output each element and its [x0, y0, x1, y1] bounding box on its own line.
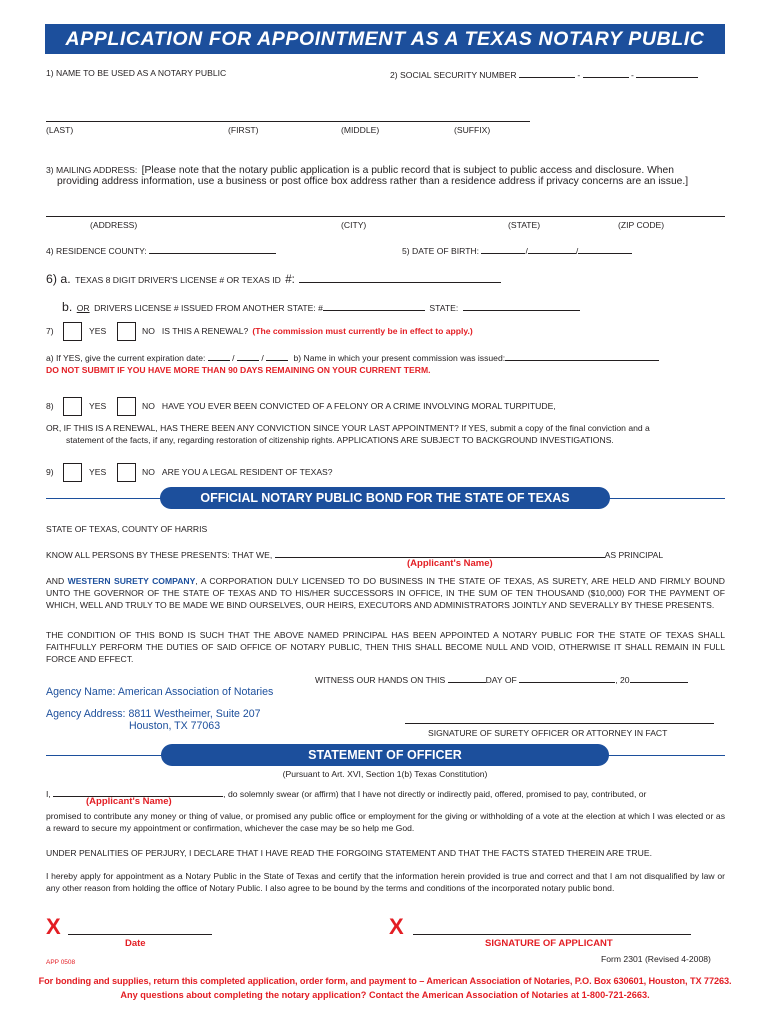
- q7-yes-checkbox[interactable]: [63, 322, 82, 341]
- q9-text: ARE YOU A LEGAL RESIDENT OF TEXAS?: [161, 467, 333, 477]
- address-input-line[interactable]: [46, 216, 725, 217]
- principal-name-input[interactable]: [275, 548, 605, 558]
- date-x-mark: X: [46, 914, 61, 939]
- q6b-row: [62, 298, 580, 316]
- app-code: APP 0508: [46, 959, 76, 966]
- q6b-letter: b.: [62, 300, 73, 314]
- witness-month-input[interactable]: [519, 673, 615, 683]
- ssn-part-2[interactable]: [583, 68, 629, 78]
- q7-warning: (The commission must currently be in effect to apply.): [252, 326, 473, 336]
- q9-yes-checkbox[interactable]: [63, 463, 82, 482]
- name-middle-label: (MIDDLE): [341, 125, 380, 135]
- surety-signature-label: SIGNATURE OF SURETY OFFICER OR ATTORNEY IN FACT: [428, 728, 668, 738]
- agency-address-1: Agency Address: 8811 Westheimer, Suite 207: [46, 708, 261, 720]
- q8-row: [46, 397, 556, 416]
- q6a-row: [46, 270, 501, 288]
- q7b-text: b) Name in which your present commission was issued:: [293, 353, 506, 363]
- city-label: (CITY): [341, 220, 367, 230]
- q7-no-checkbox[interactable]: [117, 322, 136, 341]
- q3-label: 3) MAILING ADDRESS:: [46, 165, 138, 175]
- date-signature-line[interactable]: [68, 934, 212, 935]
- form-number: Form 2301 (Revised 4-2008): [601, 954, 711, 964]
- q1-label: 1) NAME TO BE USED AS A NOTARY PUBLIC: [46, 68, 227, 78]
- bond-and: AND: [46, 576, 65, 586]
- bond-para1-rest: , A CORPORATION DULY LICENSED TO DO BUSINESS IN THE STATE OF TEXAS, AS SURETY, ARE HELD AND FIRMLY BOUND UNTO THE GOVERNOR OF THE STATE OF TEXAS AND TO HIS/HER SUCCESSORS IN OFFICE, IN THE SUM OF TEN THOUSAND ($10,000) FOR THE PAYMENT OF WHICH, WELL AND TRULY TO BE MADE WE BIND OURSELVES, OUR HEIRS, EXECUTORS AND ADMINISTRATORS JOINTLY AND SEVERALLY BY THESE PRESENTS.: [46, 576, 725, 610]
- q6a-hash: #:: [285, 274, 295, 286]
- q7-number: 7): [46, 326, 54, 336]
- q6b-state-label: STATE:: [429, 303, 459, 313]
- agency-address-2: Houston, TX 77063: [129, 720, 221, 732]
- form-title: APPLICATION FOR APPOINTMENT AS A TEXAS NOTARY PUBLIC: [65, 28, 705, 50]
- q6a-text: TEXAS 8 DIGIT DRIVER'S LICENSE # OR TEXAS ID: [75, 275, 281, 285]
- applicant-signature-label: SIGNATURE OF APPLICANT: [485, 938, 613, 949]
- dob-year-input[interactable]: [578, 244, 632, 254]
- q8-text: HAVE YOU EVER BEEN CONVICTED OF A FELONY OR A CRIME INVOLVING MORAL TURPITUDE,: [161, 401, 556, 411]
- q6b-text: DRIVERS LICENSE # ISSUED FROM ANOTHER STATE: #: [94, 303, 323, 313]
- q7a-row: a) If YES, give the current expiration date: / / b) Name in which your present commission was issued:: [46, 351, 659, 364]
- q6b-or: OR: [76, 303, 90, 313]
- bond-county: STATE OF TEXAS, COUNTY OF HARRIS: [46, 524, 208, 534]
- q7a-text: a) If YES, give the current expiration date:: [46, 353, 206, 363]
- applicant-x-mark: X: [389, 914, 404, 939]
- q4-residence-county: [46, 244, 276, 257]
- date-label: Date: [125, 938, 146, 949]
- witness-text-b: DAY OF: [485, 675, 517, 685]
- officer-heading: [161, 744, 609, 766]
- name-first-label: (FIRST): [228, 125, 259, 135]
- q2-label: 2) SOCIAL SECURITY NUMBER - -: [390, 68, 698, 81]
- officer-heading-text: STATEMENT OF OFFICER: [308, 748, 462, 762]
- form-title-banner: [45, 24, 725, 54]
- ssn-part-3[interactable]: [636, 68, 698, 78]
- dob-month-input[interactable]: [481, 244, 525, 254]
- officer-swear-text: , do solemnly swear (or affirm) that I have not directly or indirectly paid, offered, promised to pay, contributed, or: [223, 789, 647, 799]
- witness-row: [315, 673, 688, 686]
- officer-subheading: (Pursuant to Art. XVI, Section 1(b) Texas Constitution): [282, 769, 488, 779]
- officer-i: I,: [46, 789, 51, 799]
- witness-day-input[interactable]: [448, 673, 486, 683]
- q8-no-checkbox[interactable]: [117, 397, 136, 416]
- q9-number: 9): [46, 467, 54, 477]
- q4-label: 4) RESIDENCE COUNTY:: [46, 246, 147, 256]
- bond-paragraph-1: [46, 575, 725, 611]
- surety-signature-line[interactable]: [405, 723, 714, 724]
- applicant-signature-line[interactable]: [413, 934, 691, 935]
- footer-line-2: Any questions about completing the notary application? Contact the American Association of Notaries at 1-800-721-2663.: [120, 990, 650, 1000]
- other-state-license-input[interactable]: [323, 301, 425, 311]
- bond-know-row: [46, 548, 663, 561]
- surety-company: WESTERN SURETY COMPANY: [67, 576, 196, 586]
- bond-heading: [160, 487, 610, 509]
- bond-know-text: KNOW ALL PERSONS BY THESE PRESENTS: THAT WE,: [46, 550, 273, 560]
- exp-day-input[interactable]: [237, 351, 259, 361]
- q9-row: [46, 463, 333, 482]
- q8-or-line-2: statement of the facts, if any, regarding restoration of citizenship rights. APPLICATIONS ARE SUBJECT TO BACKGROUND INVESTIGATIONS.: [66, 435, 614, 445]
- dob-day-input[interactable]: [528, 244, 576, 254]
- other-state-input[interactable]: [463, 301, 580, 311]
- county-input[interactable]: [149, 244, 276, 254]
- exp-year-input[interactable]: [266, 351, 288, 361]
- q3-note-2: providing address information, use a business or post office box address rather than a residence address if privacy concerns are an issue.]: [57, 176, 689, 187]
- officer-paragraph: promised to contribute any money or thing of value, or promised any public office or employment for the giving or withholding of a vote at the election at which I was elected or as a reward to secure my appointment or confirmation, whichever the case may be so help me God.: [46, 811, 725, 833]
- name-input-line[interactable]: [46, 121, 530, 122]
- q8-yes-checkbox[interactable]: [63, 397, 82, 416]
- agency-name: Agency Name: American Association of Notaries: [46, 686, 274, 698]
- exp-month-input[interactable]: [208, 351, 230, 361]
- q9-yes-label: YES: [89, 467, 107, 477]
- q5-date-of-birth: 5) DATE OF BIRTH: / /: [402, 244, 632, 257]
- q8-or-line-1: OR, IF THIS IS A RENEWAL, HAS THERE BEEN ANY CONVICTION SINCE YOUR LAST APPOINTMENT? If YES, submit a copy of the final conviction and a: [46, 423, 650, 433]
- name-suffix-label: (SUFFIX): [454, 125, 491, 135]
- bond-principal-text: AS PRINCIPAL: [604, 550, 664, 560]
- q7-no-label: NO: [142, 326, 155, 336]
- q2-text: 2) SOCIAL SECURITY NUMBER: [390, 70, 517, 80]
- witness-text-a: WITNESS OUR HANDS ON THIS: [315, 675, 446, 685]
- commission-name-input[interactable]: [505, 351, 659, 361]
- witness-text-c: , 20: [615, 675, 630, 685]
- bond-paragraph-2: THE CONDITION OF THIS BOND IS SUCH THAT THE ABOVE NAMED PRINCIPAL HAS BEEN APPOINTED A NOTARY PUBLIC FOR THE STATE OF TEXAS SHALL FAITHFULLY PERFORM THE DUTIES OF SAID OFFICE OF NOTARY PUBLIC, THEN THIS SHALL BECOME NULL AND VOID, OTHERWISE IT SHALL REMAIN IN FULL FORCE AND EFFECT.: [46, 630, 725, 664]
- address-label: (ADDRESS): [90, 220, 138, 230]
- q7-red-warning: DO NOT SUBMIT IF YOU HAVE MORE THAN 90 DAYS REMAINING ON YOUR CURRENT TERM.: [46, 365, 431, 375]
- apply-paragraph: I hereby apply for appointment as a Notary Public in the State of Texas and certify that the information herein provided is true and correct and that I am not disqualified by law or any other reason from holding the office of Notary Public. I also agree to be bound by the terms and conditions of the incorporated notary public bond.: [46, 871, 725, 893]
- q8-number: 8): [46, 401, 54, 411]
- ssn-part-1[interactable]: [519, 68, 575, 78]
- footer-line-1: For bonding and supplies, return this completed application, order form, and payment to – American Association of Notaries, P.O. Box 630601, Houston, TX 77263.: [38, 976, 732, 986]
- q5-label: 5) DATE OF BIRTH:: [402, 246, 480, 256]
- q7-row: [46, 322, 473, 341]
- name-last-label: (LAST): [46, 125, 74, 135]
- q9-no-label: NO: [142, 467, 155, 477]
- tx-license-input[interactable]: [299, 273, 501, 283]
- q9-no-checkbox[interactable]: [117, 463, 136, 482]
- q7-yes-label: YES: [89, 326, 107, 336]
- q7-text: IS THIS A RENEWAL?: [161, 326, 249, 336]
- q8-no-label: NO: [142, 401, 155, 411]
- q3-note-1: [Please note that the notary public application is a public record that is subject to public access and disclosure. When: [141, 165, 674, 176]
- bond-applicant-name-label: (Applicant's Name): [407, 558, 493, 569]
- perjury-statement: UNDER PENALITIES OF PERJURY, I DECLARE THAT I HAVE READ THE FORGOING STATEMENT AND THAT THE FACTS STATED THEREIN ARE TRUE.: [46, 848, 652, 858]
- state-label: (STATE): [508, 220, 541, 230]
- zip-label: (ZIP CODE): [618, 220, 665, 230]
- q6a-number: 6) a.: [46, 272, 71, 286]
- officer-applicant-name-label: (Applicant's Name): [86, 796, 172, 807]
- witness-year-input[interactable]: [630, 673, 688, 683]
- q8-yes-label: YES: [89, 401, 107, 411]
- bond-heading-text: OFFICIAL NOTARY PUBLIC BOND FOR THE STATE OF TEXAS: [200, 491, 570, 505]
